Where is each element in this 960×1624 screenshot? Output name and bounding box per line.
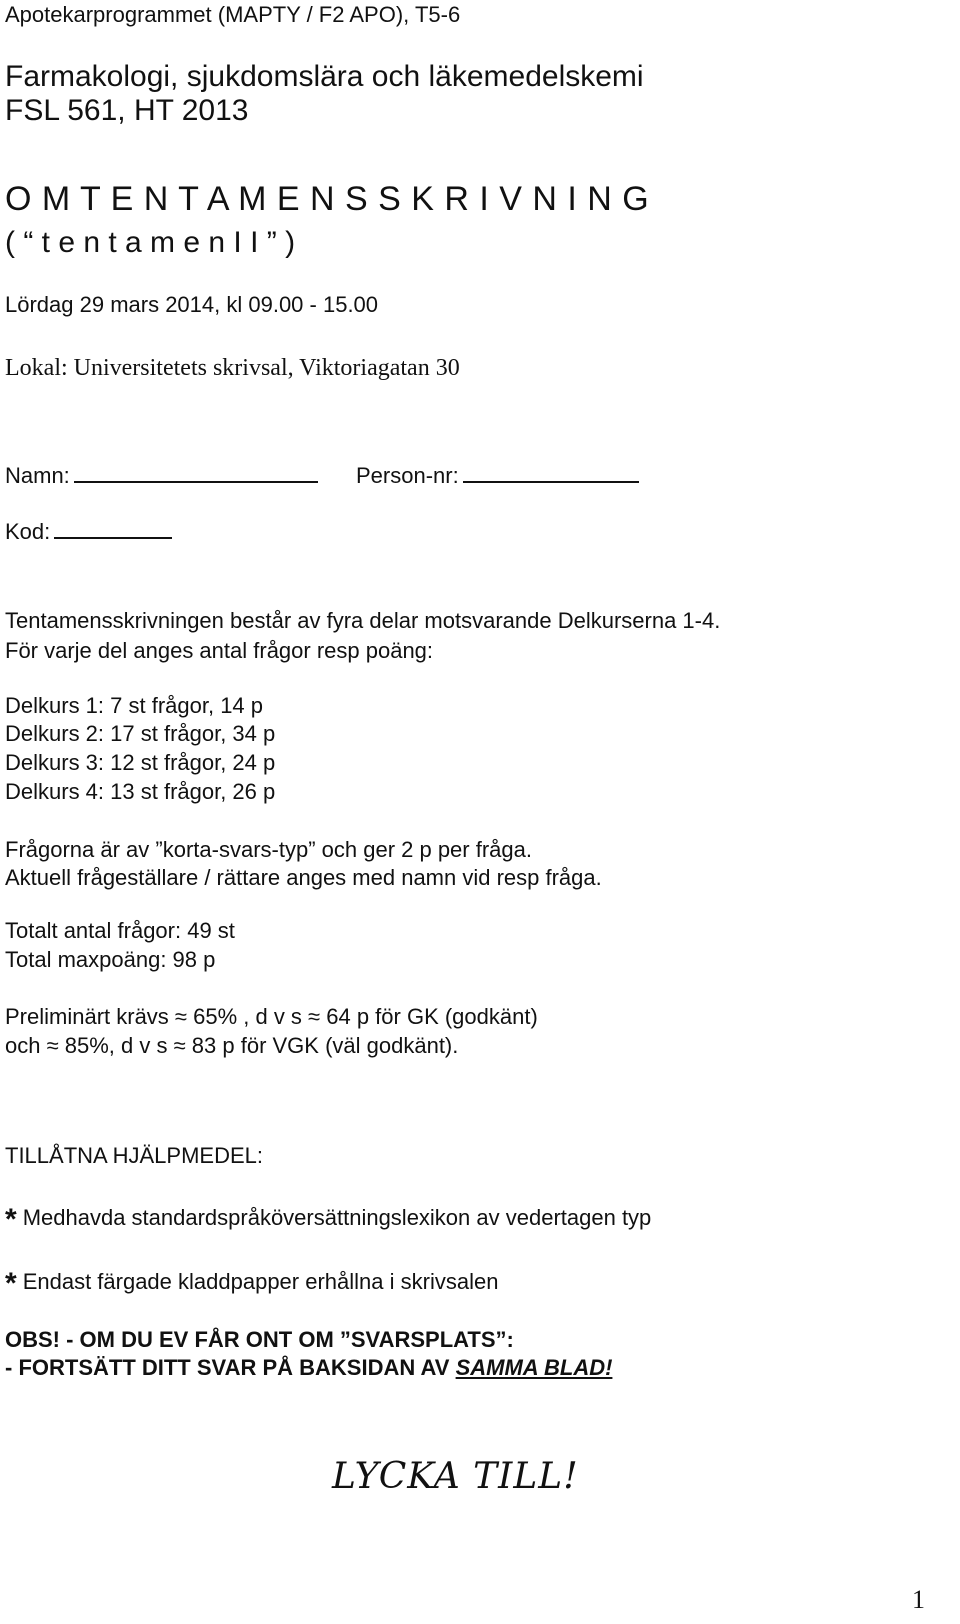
aids-item-text: Endast färgade kladdpapper erhållna i skrivsalen [22,1269,499,1294]
delkurs-item: Delkurs 3: 12 st frågor, 24 p [5,750,276,775]
exam-type-heading: O M T E N T A M E N S S K R I V N I N G [5,180,650,218]
asterisk-bullet-icon: * [5,1267,17,1300]
exam-date-time: Lördag 29 mars 2014, kl 09.00 - 15.00 [5,292,379,317]
delkurs-item: Delkurs 2: 17 st frågor, 34 p [5,721,276,746]
personnr-blank-line [463,479,639,483]
notice-line-2 [5,1355,612,1381]
exam-subtype: ( “ t e n t a m e n I I ” ) [5,226,296,259]
delkurs-item: Delkurs 1: 7 st frågor, 14 p [5,693,264,718]
program-line: Apotekarprogrammet (MAPTY / F2 APO), T5-6 [5,2,461,27]
aids-item [5,1203,651,1237]
grading-line-1: Preliminärt krävs ≈ 65% , d v s ≈ 64 p för GK (godkänt) [5,1004,538,1029]
name-blank-line [74,479,318,483]
aids-item [5,1267,498,1301]
personnr-label: Person-nr: [356,463,459,488]
aids-item-text: Medhavda standardspråköversättningslexikon av vedertagen typ [22,1205,652,1230]
total-questions: Totalt antal frågor: 49 st [5,918,235,943]
grading-line-2: och ≈ 85%, d v s ≈ 83 p för VGK (väl godkänt). [5,1033,459,1058]
course-title: Farmakologi, sjukdomslära och läkemedelskemi [5,60,644,93]
asterisk-bullet-icon: * [5,1203,17,1236]
format-line-1: Frågorna är av ”korta-svars-typ” och ger 2 p per fråga. [5,837,532,862]
notice-emphasis: SAMMA BLAD! [455,1355,613,1380]
code-label: Kod: [5,519,51,544]
aids-heading: TILLÅTNA HJÄLPMEDEL: [5,1143,263,1168]
page-number: 1 [912,1585,925,1614]
total-max-points: Total maxpoäng: 98 p [5,947,216,972]
notice-line-1: OBS! - OM DU EV FÅR ONT OM ”SVARSPLATS”: [5,1327,514,1352]
name-label: Namn: [5,463,70,488]
notice-line-2-text: - FORTSÄTT DITT SVAR PÅ BAKSIDAN AV [5,1355,456,1380]
exam-location: Lokal: Universitetets skrivsal, Viktoriagatan 30 [5,355,460,381]
intro-line-1: Tentamensskrivningen består av fyra delar motsvarande Delkurserna 1-4. [5,608,721,633]
code-field-row [5,519,172,545]
intro-line-2: För varje del anges antal frågor resp poäng: [5,638,434,663]
closing-greeting: LYCKA TILL! [332,1456,579,1497]
format-line-2: Aktuell frågeställare / rättare anges med namn vid resp fråga. [5,865,602,890]
personnr-field-row [356,463,639,489]
code-blank-line [54,535,172,539]
name-field-row [5,463,318,489]
delkurs-item: Delkurs 4: 13 st frågor, 26 p [5,779,276,804]
course-code: FSL 561, HT 2013 [5,94,249,127]
